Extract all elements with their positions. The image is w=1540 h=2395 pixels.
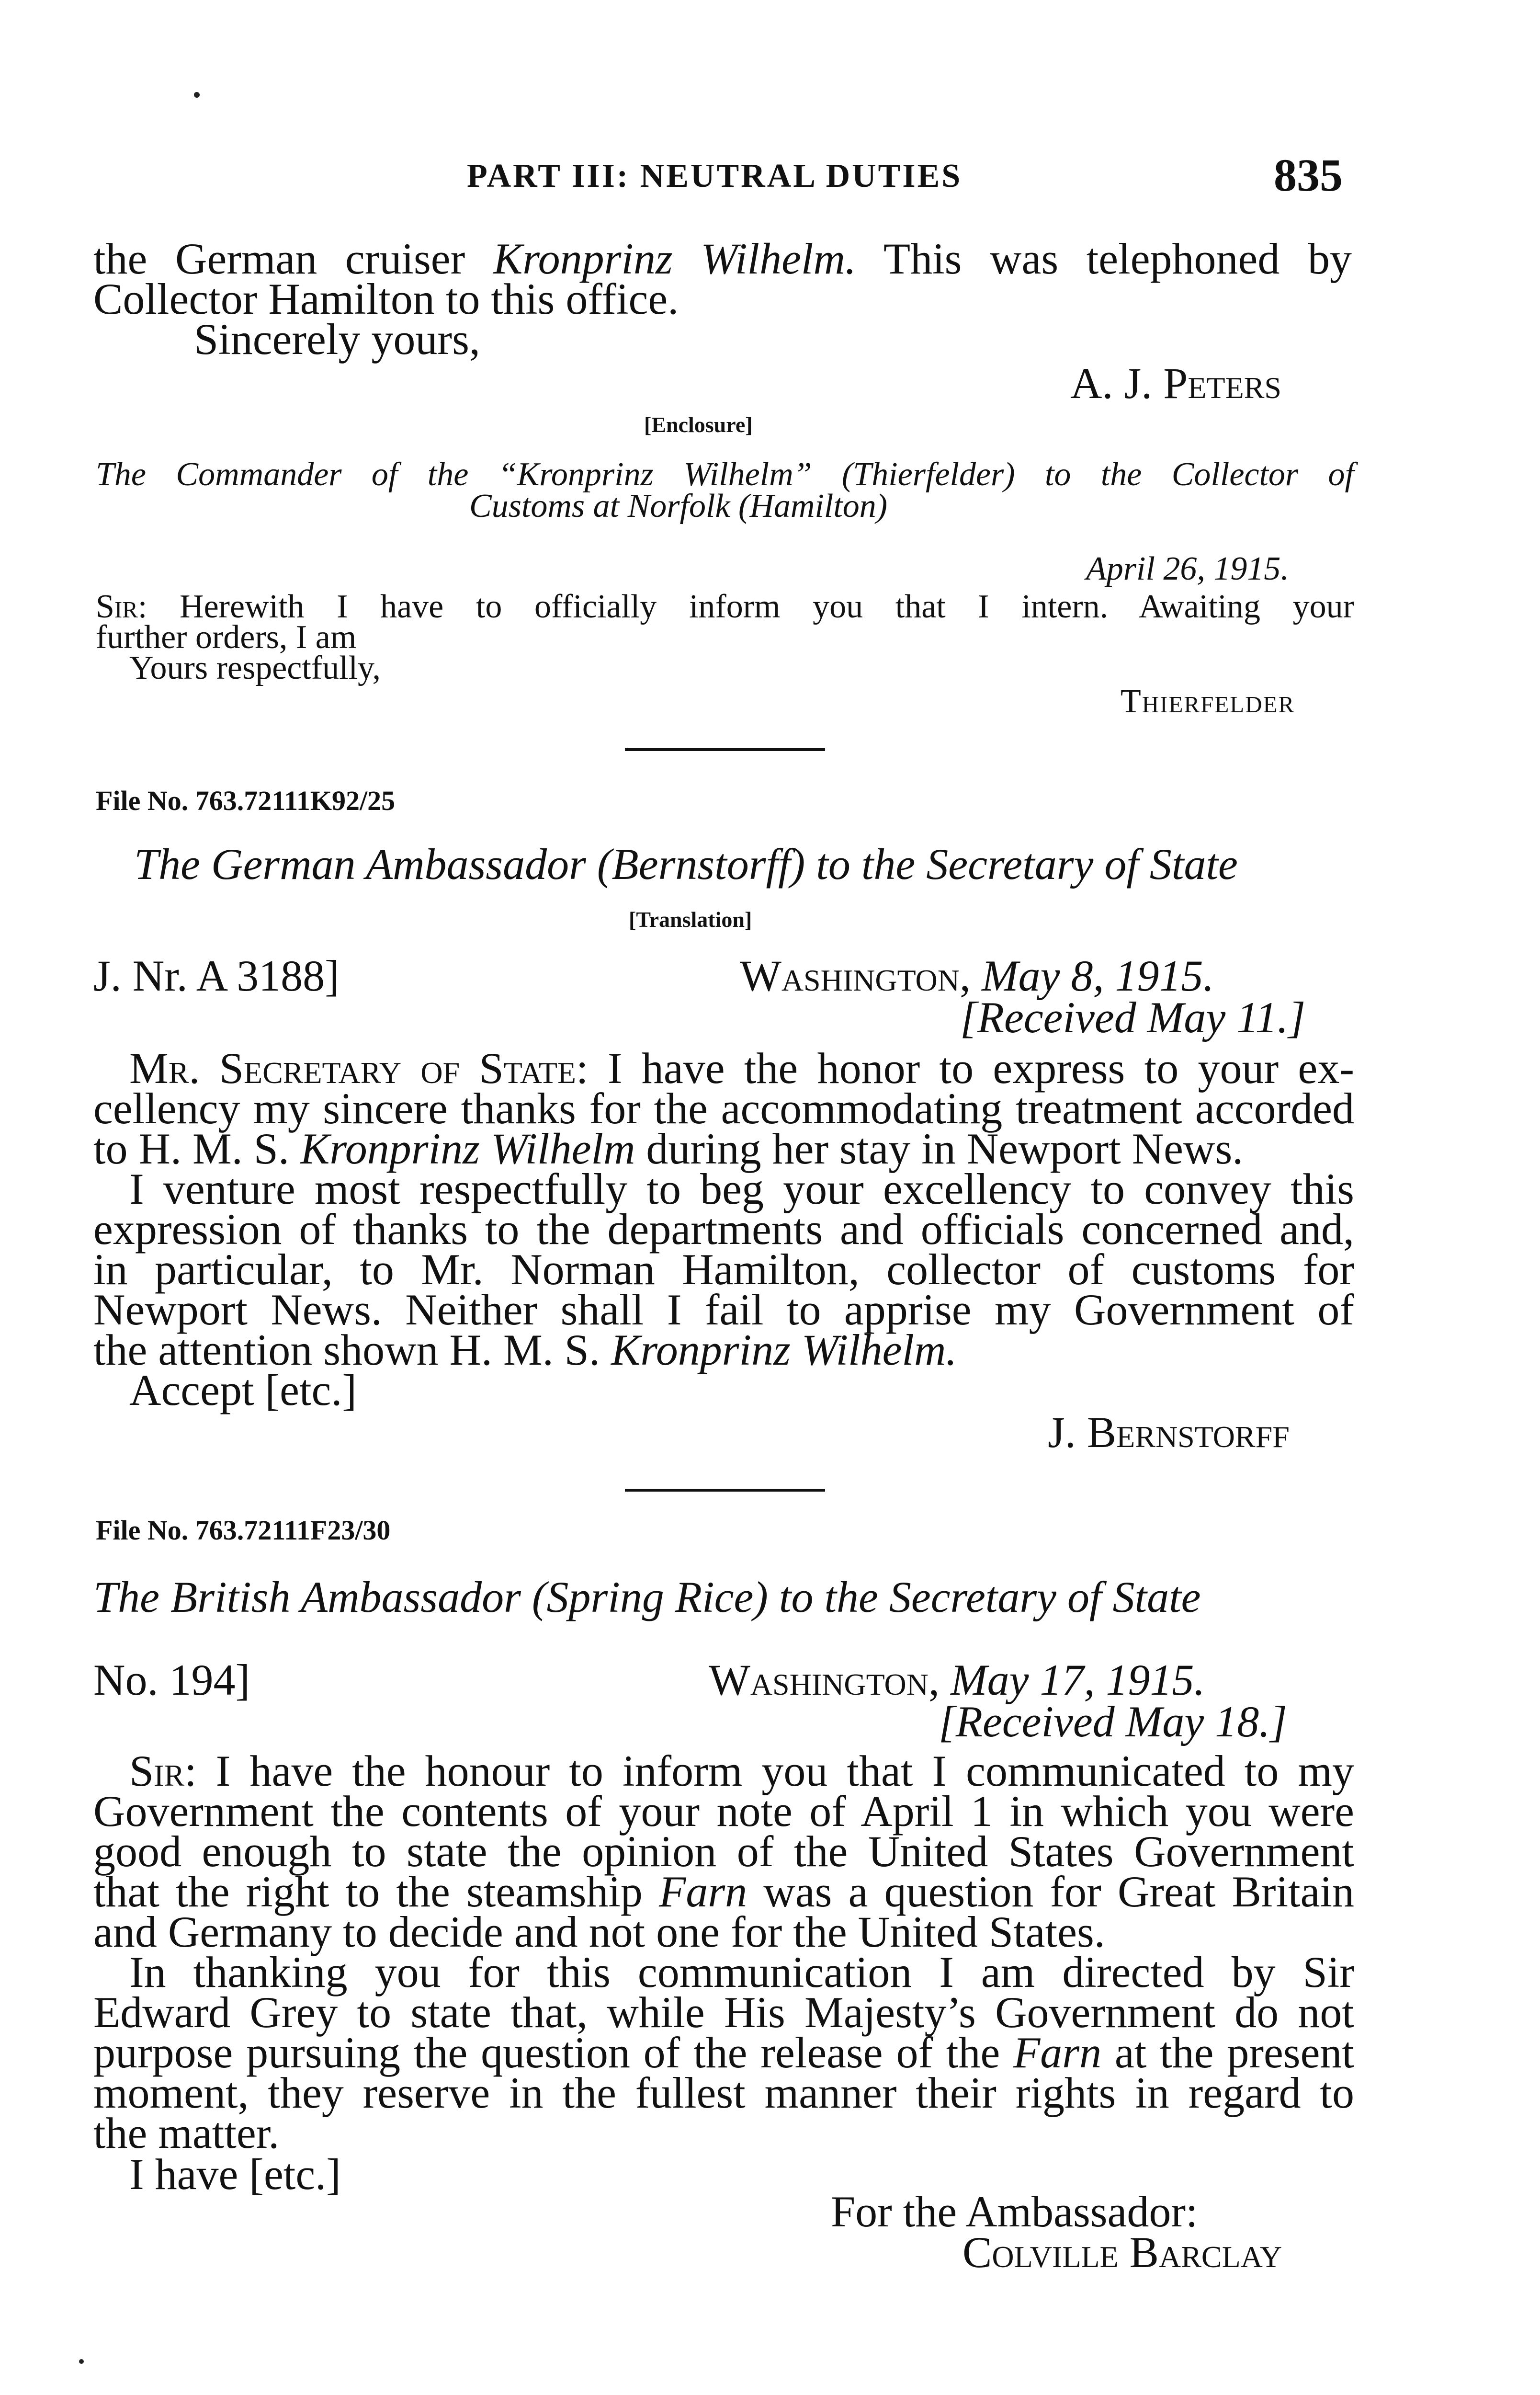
letter1-signature: A. J. Peters [1070,359,1281,408]
doc2-dateline: Washington, May 8, 1915. [740,951,1214,1000]
doc3-p1-line3: good enough to state the opinion of the United States Government [93,1827,1354,1876]
section-divider [625,748,825,751]
doc2-closing: Accept [etc.] [129,1366,357,1414]
enclosure-signature: Thierfelder [1121,683,1295,720]
doc3-p2-line2: Edward Grey to state that, while His Majesty’s Government do not [93,1988,1354,2037]
letter1-line1: the German cruiser Kronprinz Wilhelm. This was telephoned by [93,234,1352,283]
page-number: 835 [1274,149,1343,201]
running-head: PART III: NEUTRAL DUTIES [467,158,962,194]
file-number: File No. 763.72111F23/30 [96,1515,391,1546]
enclosure-body-line2: further orders, I am [96,619,357,656]
doc3-received: [Received May 18.] [939,1697,1288,1746]
enclosure-closing: Yours respectfully, [129,650,381,686]
doc3-p1-line5: and Germany to decide and not one for the United States. [93,1907,1105,1956]
doc3-heading: The British Ambassador (Spring Rice) to the Secretary of State [93,1573,1201,1621]
enclosure-heading-line2: Customs at Norfolk (Hamilton) [469,488,888,525]
doc3-reference: No. 194] [93,1655,250,1704]
enclosure-label: [Enclosure] [644,412,753,437]
stray-mark [194,92,200,98]
file-number: File No. 763.72111K92/25 [96,785,396,816]
doc2-p2-line1: I venture most respectfully to beg your excellency to convey this [129,1164,1354,1213]
doc3-signature: Colville Barclay [962,2228,1282,2277]
enclosure-heading-line1: The Commander of the “Kronprinz Wilhelm” (Thierfelder) to the Collector of [96,456,1354,493]
section-divider [625,1489,825,1492]
stray-mark [79,2359,84,2364]
doc2-p2-line4: Newport News. Neither shall I fail to apprise my Government of [93,1285,1354,1334]
doc3-p2-line1: In thanking you for this communication I am directed by Sir [129,1948,1354,1996]
doc2-p1-line2: cellency my sincere thanks for the accommodating treatment accorded [93,1084,1354,1133]
doc3-p2-line3: purpose pursuing the question of the release of the Farn at the present [93,2028,1354,2077]
doc3-p1-line4: that the right to the steamship Farn was a question for Great Britain [93,1867,1354,1916]
doc2-p1-line1: Mr. Secretary of State: I have the honor to express to your ex- [129,1044,1354,1093]
doc3-p1-line1: Sir: I have the honour to inform you that I communicated to my [129,1746,1354,1795]
doc3-closing: I have [etc.] [129,2150,341,2199]
doc2-reference: J. Nr. A 3188] [93,951,340,1000]
doc3-p1-line2: Government the contents of your note of April 1 in which you were [93,1787,1354,1836]
doc2-heading: The German Ambassador (Bernstorff) to the Secretary of State [134,840,1238,889]
doc2-p1-line3: to H. M. S. Kronprinz Wilhelm during her stay in Newport News. [93,1124,1244,1173]
enclosure-date: April 26, 1915. [1086,550,1289,587]
doc2-signature: J. Bernstorff [1048,1408,1290,1457]
translation-label: [Translation] [629,907,752,932]
doc2-received: [Received May 11.] [960,993,1306,1042]
doc3-dateline: Washington, May 17, 1915. [709,1655,1205,1704]
doc2-p2-line3: in particular, to Mr. Norman Hamilton, collector of customs for [93,1245,1354,1294]
doc2-p2-line2: expression of thanks to the departments and officials concerned and, [93,1205,1354,1254]
doc3-p2-line5: the matter. [93,2109,280,2157]
letter1-closing: Sincerely yours, [194,315,480,364]
letter1-line2: Collector Hamilton to this office. [93,274,679,323]
doc3-signoff: For the Ambassador: [831,2187,1198,2236]
doc2-p2-line5: the attention shown H. M. S. Kronprinz Wilhelm. [93,1325,957,1374]
doc3-p2-line4: moment, they reserve in the fullest manner their rights in regard to [93,2068,1354,2117]
enclosure-body-line1: Sir: Herewith I have to officially inform you that I intern. Awaiting your [96,588,1354,625]
